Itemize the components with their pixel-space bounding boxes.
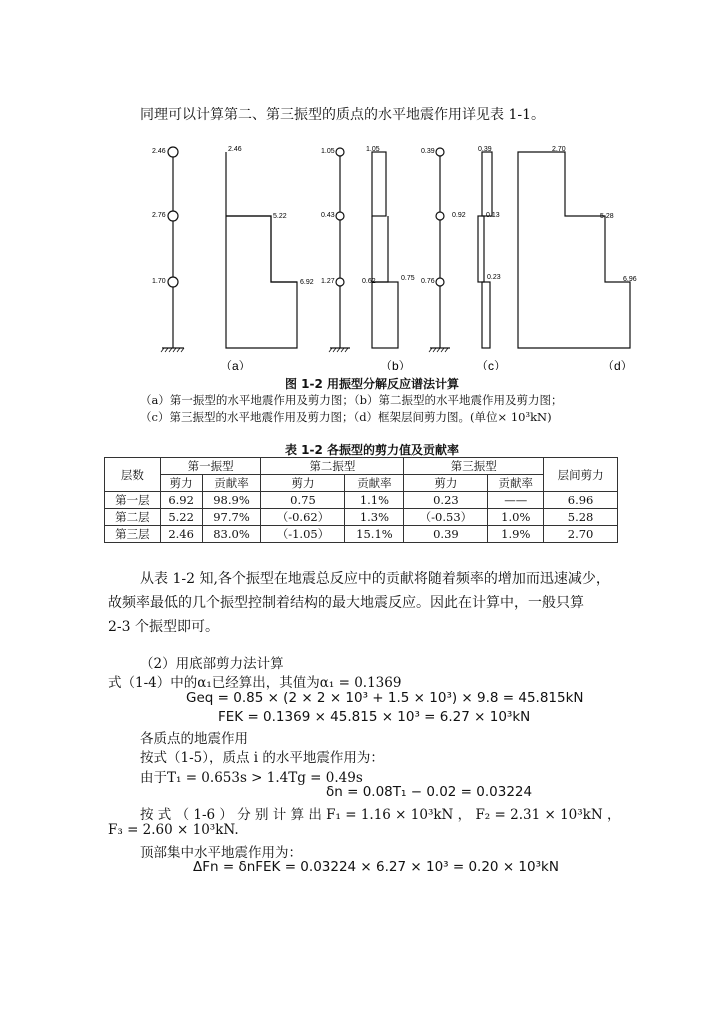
- cell-s2: （-0.62）: [261, 509, 345, 526]
- fig-c-label: （c）: [476, 359, 507, 370]
- table-row: [105, 509, 618, 526]
- table-row: [105, 492, 618, 509]
- cell-total: 5.28: [544, 509, 618, 526]
- fig-b-force-2: 0.43: [321, 212, 335, 219]
- figure-note-2: （c）第三振型的水平地震作用及剪力图；（d）框架层间剪力图。(单位× 10³kN): [140, 410, 552, 424]
- shear-diagram-c: [478, 152, 492, 348]
- cell-c3: 1.0%: [488, 509, 544, 526]
- cell-c1: 97.7%: [202, 509, 261, 526]
- cell-c2: 15.1%: [345, 526, 404, 543]
- fig-a-force-2: 2.76: [152, 212, 166, 219]
- fig-a-shear-3: 6.92: [300, 279, 314, 286]
- th-contrib: 贡献率: [345, 475, 404, 492]
- fig-b-shear-1: 1.05: [366, 146, 380, 153]
- shear-diagram-d: [518, 152, 630, 348]
- conclusion-line-3: 2-3 个振型即可。: [108, 619, 219, 635]
- fig-c-shear-1: 0.39: [478, 146, 492, 153]
- fig-d-label: （d）: [602, 359, 633, 370]
- frame-a: [161, 147, 184, 352]
- shear-contribution-table: [104, 457, 618, 543]
- eq-fek: FEK = 0.1369 × 45.815 × 10³ = 6.27 × 10³kN: [218, 709, 531, 725]
- fig-c-force-3: 0.76: [421, 278, 435, 285]
- th-shear: 剪力: [160, 475, 202, 492]
- cell-s3: 0.23: [404, 492, 488, 509]
- fig-c-shear-3: 0.23: [487, 274, 501, 281]
- fig-d-shear-2: 5.28: [600, 213, 614, 220]
- method2-line-4: 由于T₁ = 0.653s > 1.4Tg = 0.49s: [140, 770, 363, 786]
- cell-c1: 83.0%: [202, 526, 261, 543]
- fig-a-label: （a）: [220, 359, 251, 370]
- fig-b-force-1: 1.05: [321, 148, 335, 155]
- fig-b-label: （b）: [380, 359, 411, 370]
- th-shear: 剪力: [404, 475, 488, 492]
- cell-s3: （-0.53）: [404, 509, 488, 526]
- figure-caption: 图 1-2 用振型分解反应谱法计算: [285, 377, 460, 391]
- fig-a-force-3: 1.70: [152, 278, 166, 285]
- method2-line-1: 式（1-4）中的α₁已经算出，其值为α₁ = 0.1369: [108, 675, 402, 691]
- cell-c1: 98.9%: [202, 492, 261, 509]
- cell-s2: 0.75: [261, 492, 345, 509]
- fig-a-force-1: 2.46: [152, 148, 166, 155]
- cell-total: 6.96: [544, 492, 618, 509]
- mode-shear-figure: [140, 140, 640, 370]
- th-mode3: 第三振型: [404, 458, 544, 475]
- fig-b-shear-3: 0.75: [401, 275, 415, 282]
- method2-line-3: 按式（1-5），质点 i 的水平地震作用为：: [140, 750, 384, 766]
- method2-heading: （2）用底部剪力法计算: [140, 656, 284, 672]
- cell-s1: 5.22: [160, 509, 202, 526]
- fig-a-shear-2: 5.22: [273, 213, 287, 220]
- cell-s3: 0.39: [404, 526, 488, 543]
- cell-c3: ——: [488, 492, 544, 509]
- eq-geq: Geq = 0.85 × (2 × 2 × 10³ + 1.5 × 10³) × 9.8 = 45.815kN: [186, 690, 584, 706]
- conclusion-line-1: 从表 1-2 知,各个振型在地震总反应中的贡献将随着频率的增加而迅速减少，: [140, 571, 610, 587]
- cell-floor: 第三层: [105, 526, 161, 543]
- cell-c2: 1.3%: [345, 509, 404, 526]
- conclusion-line-2: 故频率最低的几个振型控制着结构的最大地震反应。因此在计算中，一般只算: [108, 595, 584, 611]
- table-row: [105, 526, 618, 543]
- fig-a-shear-1: 2.46: [228, 146, 242, 153]
- fig-c-shear-2: 0.13: [486, 212, 500, 219]
- method2-line-2: 各质点的地震作用: [140, 731, 248, 747]
- cell-floor: 第二层: [105, 509, 161, 526]
- th-contrib: 贡献率: [488, 475, 544, 492]
- th-mode2: 第二振型: [261, 458, 404, 475]
- th-floor: 层数: [105, 458, 161, 492]
- cell-c3: 1.9%: [488, 526, 544, 543]
- cell-s1: 2.46: [160, 526, 202, 543]
- th-contrib: 贡献率: [202, 475, 261, 492]
- shear-diagram-b: [372, 152, 398, 348]
- method2-line-6: F₃ = 2.60 × 10³kN.: [108, 822, 239, 838]
- cell-total: 2.70: [544, 526, 618, 543]
- frame-b: [329, 148, 350, 352]
- cell-c2: 1.1%: [345, 492, 404, 509]
- th-mode1: 第一振型: [160, 458, 261, 475]
- figure-note-1: （a）第一振型的水平地震作用及剪力图；（b）第二振型的水平地震作用及剪力图；: [140, 393, 563, 407]
- fig-c-force-1: 0.39: [421, 148, 435, 155]
- table-title: 表 1-2 各振型的剪力值及贡献率: [285, 443, 460, 457]
- fig-b-shear-2: 0.62: [362, 278, 376, 285]
- fig-d-shear-1: 2.70: [552, 146, 566, 153]
- frame-c: [429, 148, 450, 352]
- cell-s1: 6.92: [160, 492, 202, 509]
- shear-diagram-a: [226, 152, 297, 348]
- cell-floor: 第一层: [105, 492, 161, 509]
- intro-text: 同理可以计算第二、第三振型的质点的水平地震作用详见表 1-1。: [140, 107, 545, 123]
- fig-c-force-2: 0.92: [452, 212, 466, 219]
- fig-d-shear-3: 6.96: [623, 276, 637, 283]
- method2-line-5: 按 式 （ 1-6 ） 分 别 计 算 出 F₁ = 1.16 × 10³kN ， F₂ = 2.31 × 10³kN ，: [140, 807, 621, 823]
- th-total: 层间剪力: [544, 458, 618, 492]
- eq-dfn: ΔFn = δnFEK = 0.03224 × 6.27 × 10³ = 0.20 × 10³kN: [193, 859, 559, 875]
- th-shear: 剪力: [261, 475, 345, 492]
- method2-line-7: 顶部集中水平地震作用为：: [140, 845, 302, 861]
- cell-s2: （-1.05）: [261, 526, 345, 543]
- fig-b-force-3: 1.27: [321, 278, 335, 285]
- eq-delta: δn = 0.08T₁ − 0.02 = 0.03224: [326, 784, 533, 800]
